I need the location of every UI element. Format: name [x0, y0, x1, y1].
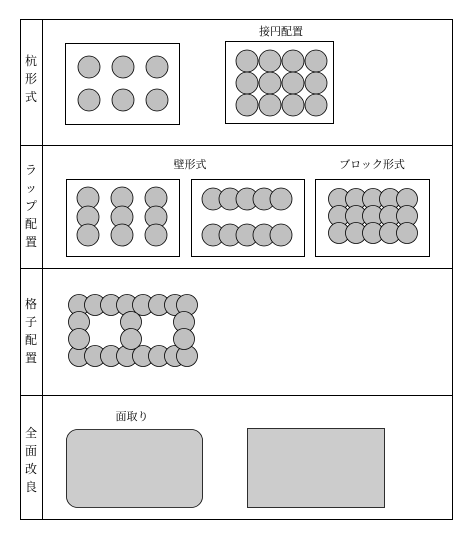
- label-char: 式: [24, 90, 38, 104]
- label-char: 面: [24, 444, 38, 458]
- lattice-circle: [69, 329, 90, 350]
- row-label-lap: [25, 163, 37, 249]
- pile-circle: [112, 56, 134, 78]
- pile-circle: [146, 89, 168, 111]
- chamfered-improvement-block: [67, 430, 203, 508]
- lattice-circle: [174, 329, 195, 350]
- tangent-circle: [236, 50, 258, 72]
- label-char: 配: [24, 333, 38, 347]
- pile-circle: [78, 89, 100, 111]
- wall-circle: [270, 188, 292, 210]
- pile-circle: [112, 89, 134, 111]
- label-char: 杭: [24, 54, 38, 68]
- tangent-circle: [305, 94, 327, 116]
- grid-pattern: [69, 295, 198, 367]
- block-pattern: [329, 189, 418, 244]
- label-char: 子: [24, 315, 38, 329]
- label-char: 改: [24, 462, 38, 476]
- section-title-wall: 壁形式: [173, 158, 207, 171]
- label-char: 良: [24, 480, 38, 494]
- label-char: 置: [24, 235, 38, 249]
- label-char: ッ: [24, 181, 38, 195]
- wall-circle: [145, 224, 167, 246]
- tangent-circle: [236, 72, 258, 94]
- tangent-circle: [305, 72, 327, 94]
- tangent-circle: [236, 94, 258, 116]
- row-label-grid: [25, 296, 37, 365]
- wall-circle: [111, 224, 133, 246]
- pile-circle: [78, 56, 100, 78]
- row-label-pile: [25, 53, 37, 104]
- tangent-circle: [259, 50, 281, 72]
- section-title-tangent: 接円配置: [259, 25, 303, 38]
- section-title-chamfer: 面取り: [115, 410, 149, 423]
- tangent-circle: [305, 50, 327, 72]
- row-label-full: [25, 425, 37, 494]
- label-char: 格: [24, 297, 38, 311]
- block-circle: [397, 223, 418, 244]
- section-title-block: ブロック形式: [339, 158, 405, 171]
- label-char: 全: [24, 426, 38, 440]
- tangent-circle: [259, 72, 281, 94]
- pile-circle: [146, 56, 168, 78]
- tangent-circle: [282, 94, 304, 116]
- wall-pattern-vertical: [77, 187, 167, 246]
- label-char: ラ: [24, 163, 38, 177]
- lattice-circle: [121, 329, 142, 350]
- tangent-circle: [259, 94, 281, 116]
- wall-circle: [270, 224, 292, 246]
- tangent-circle: [282, 50, 304, 72]
- tangent-circle: [282, 72, 304, 94]
- label-char: プ: [24, 199, 38, 213]
- label-char: 置: [24, 351, 38, 365]
- full-improvement-block: [248, 429, 385, 508]
- wall-circle: [77, 224, 99, 246]
- label-char: 配: [24, 217, 38, 231]
- label-char: 形: [24, 72, 38, 86]
